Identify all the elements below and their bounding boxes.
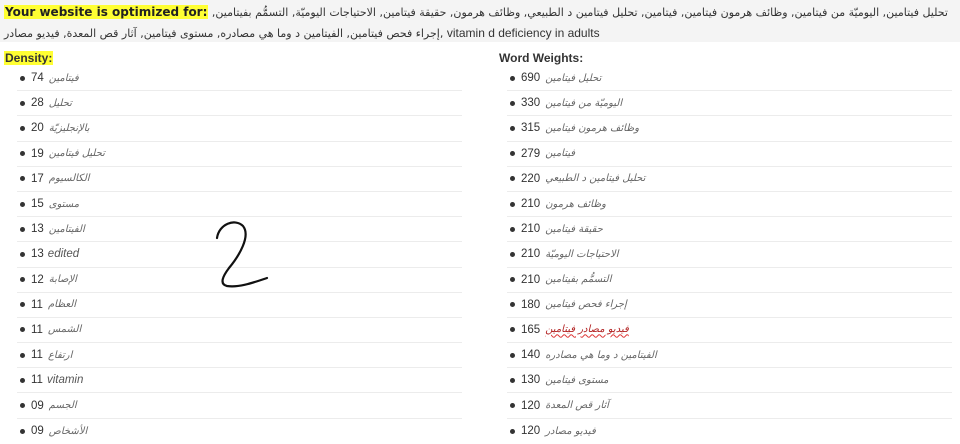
density-count: 15 [31, 198, 44, 211]
density-term: الشمس [47, 324, 82, 336]
bullet-icon [510, 101, 515, 106]
bullet-icon [510, 302, 515, 307]
density-item [17, 318, 462, 343]
density-term: الأشخاص [48, 425, 88, 437]
word-weight-term: التسمُّم بفيتامين [545, 274, 612, 286]
density-heading [4, 51, 53, 65]
bullet-icon [510, 202, 515, 207]
density-count: 11 [31, 374, 43, 387]
word-weight-term: فيديو مصادر [545, 425, 596, 437]
density-item [17, 293, 462, 318]
density-term: مستوى [48, 198, 80, 210]
density-count: 17 [31, 172, 44, 185]
word-weight-item [507, 268, 952, 293]
word-weight-value: 120 [521, 399, 541, 412]
word-weight-term: مستوى فيتامين [545, 374, 609, 386]
density-item [17, 142, 462, 167]
density-count: 09 [31, 425, 44, 438]
density-item [17, 368, 462, 393]
handwritten-two-annotation [205, 212, 275, 292]
word-weight-item [507, 91, 952, 116]
density-count: 13 [31, 248, 44, 261]
density-term: تحليل فيتامين [48, 148, 105, 160]
density-term: الكالسيوم [48, 173, 90, 185]
word-weight-item [507, 142, 952, 167]
bullet-icon [510, 252, 515, 257]
word-weight-term: فيديو مصادر فيتامين [545, 324, 629, 336]
bullet-icon [510, 353, 515, 358]
word-weight-item [507, 66, 952, 91]
density-term: الإصابة [48, 274, 77, 286]
optimized-keywords-english: vitamin d deficiency in adults [446, 26, 600, 40]
bullet-icon [20, 101, 25, 106]
word-weight-value: 180 [521, 298, 541, 311]
density-title: Density: [5, 51, 53, 65]
word-weight-value: 330 [521, 97, 541, 110]
bullet-icon [20, 277, 25, 282]
density-item [17, 419, 462, 444]
density-count: 13 [31, 223, 44, 236]
bullet-icon [20, 429, 25, 434]
word-weights-list [507, 66, 952, 444]
optimized-for-bar: Your website is optimized for: تحليل فيتامين, اليوميّة من فيتامين, وظائف هرمون فيتامين, فيتامين, تحليل فيتامين د الطبيعي, وظائف هرمون, حقيقة فيتامين, الاحتياجات اليوميّة, التسمُّم بفيتامين, إجراء فحص فيتامين, الفيتامين د وما هي مصادره, مستوى فيتامين, آثار قص المعدة, فيديو مصادر, vitamin d deficiency in adults [0, 0, 960, 42]
density-item [17, 66, 462, 91]
bullet-icon [510, 327, 515, 332]
density-term: تحليل [48, 97, 72, 109]
bullet-icon [20, 378, 25, 383]
density-count: 74 [31, 72, 44, 85]
density-item [17, 116, 462, 141]
bullet-icon [20, 252, 25, 257]
word-weight-term: وظائف هرمون فيتامين [545, 122, 640, 134]
word-weight-item [507, 368, 952, 393]
bullet-icon [20, 403, 25, 408]
bullet-icon [20, 126, 25, 131]
density-count: 09 [31, 399, 44, 412]
word-weight-value: 210 [521, 198, 541, 211]
word-weight-term: تحليل فيتامين د الطبيعي [545, 173, 646, 185]
density-count: 11 [31, 298, 43, 311]
bullet-icon [20, 176, 25, 181]
density-term: vitamin [46, 374, 84, 387]
word-weight-term: وظائف هرمون [545, 198, 606, 210]
bullet-icon [20, 227, 25, 232]
bullet-icon [510, 151, 515, 156]
bullet-icon [510, 277, 515, 282]
bullet-icon [20, 302, 25, 307]
word-weight-value: 130 [521, 374, 541, 387]
word-weight-value: 315 [521, 122, 541, 135]
word-weight-item [507, 419, 952, 444]
word-weight-item [507, 242, 952, 267]
word-weight-value: 220 [521, 172, 541, 185]
word-weight-value: 120 [521, 425, 541, 438]
density-term: بالإنجليزيّة [48, 122, 90, 134]
word-weight-term: الاحتياجات اليوميّة [545, 248, 619, 260]
word-weight-item [507, 318, 952, 343]
bullet-icon [510, 403, 515, 408]
optimized-for-label: Your website is optimized for: [5, 5, 208, 19]
density-count: 12 [31, 273, 44, 286]
word-weight-value: 690 [521, 72, 541, 85]
word-weight-value: 210 [521, 248, 541, 261]
bullet-icon [510, 76, 515, 81]
word-weight-item [507, 167, 952, 192]
bullet-icon [20, 327, 25, 332]
density-item [17, 393, 462, 418]
bullet-icon [20, 353, 25, 358]
bullet-icon [20, 76, 25, 81]
density-count: 20 [31, 122, 44, 135]
density-count: 11 [31, 323, 43, 336]
density-term: فيتامين [48, 72, 79, 84]
density-term: edited [47, 248, 80, 261]
bullet-icon [510, 176, 515, 181]
word-weight-item [507, 192, 952, 217]
bullet-icon [20, 151, 25, 156]
word-weight-item [507, 217, 952, 242]
density-count: 19 [31, 147, 44, 160]
word-weight-item [507, 293, 952, 318]
density-item [17, 167, 462, 192]
word-weight-term: تحليل فيتامين [545, 72, 602, 84]
density-term: الجسم [48, 400, 77, 412]
word-weight-term: حقيقة فيتامين [545, 223, 603, 235]
bullet-icon [510, 429, 515, 434]
word-weight-value: 165 [521, 323, 541, 336]
word-weight-item [507, 116, 952, 141]
word-weight-term: اليوميّة من فيتامين [545, 97, 623, 109]
density-term: ارتفاع [47, 349, 73, 361]
bullet-icon [20, 202, 25, 207]
density-item [17, 91, 462, 116]
density-count: 11 [31, 349, 43, 362]
density-count: 28 [31, 97, 44, 110]
density-term: العظام [47, 299, 77, 311]
word-weight-value: 210 [521, 223, 541, 236]
word-weights-heading: Word Weights: [499, 51, 584, 65]
word-weight-value: 210 [521, 273, 541, 286]
word-weight-term: إجراء فحص فيتامين [545, 299, 627, 311]
bullet-icon [510, 227, 515, 232]
bullet-icon [510, 126, 515, 131]
word-weight-item [507, 393, 952, 418]
word-weight-value: 279 [521, 147, 541, 160]
optimized-keywords-arabic: تحليل فيتامين, اليوميّة من فيتامين, وظائف هرمون فيتامين, فيتامين, تحليل فيتامين د الطبيعي, وظائف هرمون, حقيقة فيتامين, الاحتياجات اليوميّة, التسمُّم بفيتامين, إجراء فحص فيتامين, الفيتامين د وما هي مصادره, مستوى فيتامين, آثار قص المعدة, فيديو مصادر [4, 6, 948, 40]
bullet-icon [510, 378, 515, 383]
word-weight-term: آثار قص المعدة [545, 400, 609, 412]
word-weight-term: فيتامين [545, 148, 576, 160]
density-item [17, 343, 462, 368]
word-weight-term: الفيتامين د وما هي مصادره [545, 349, 657, 361]
density-term: الفيتامين [48, 223, 85, 235]
word-weight-item [507, 343, 952, 368]
word-weight-value: 140 [521, 349, 541, 362]
